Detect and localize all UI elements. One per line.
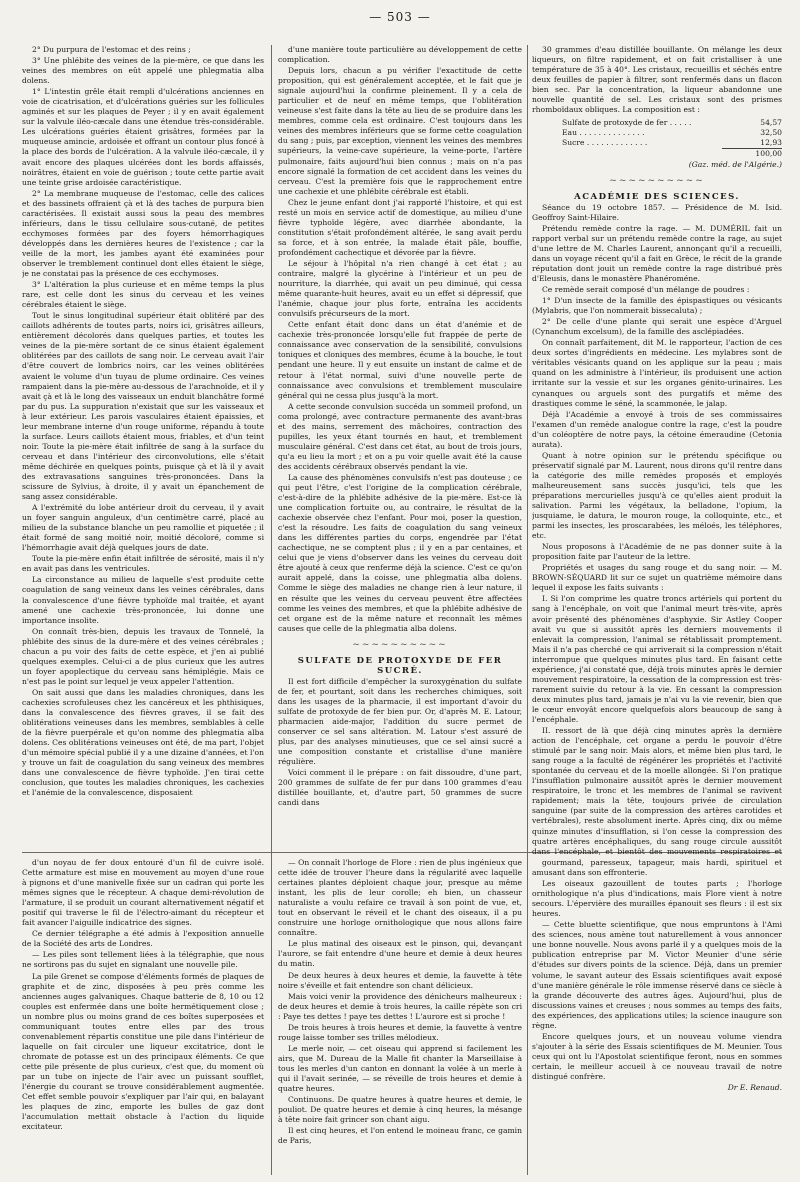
paragraph: Quant à notre opinion sur le prétendu spécifique ou préservatif signalé par M. Laurent, nous dirons qu'il rentre dans la catégorie des mille remèdes proposés et employés malheureusement sans succès jusqu'ici, tels que les préparations mercurielles jusqu'à ce qu'elles aient produit la salivation. Parmi les végétaux, la belladone, l'opium, la jusquiame, le datura, le mouron rouge, la colloquinte, etc., et parmi les insectes, les proscarabées, les méloés, les téléphores, etc. — [532, 450, 782, 541]
bottom-column-1 — [22, 858, 264, 1176]
source-citation: (Gaz. méd. de l'Algérie.) — [688, 159, 782, 169]
paragraph: Propriétés et usages du sang rouge et du sang noir. — M. BROWN-SÉQUARD lit sur ce sujet un quatrième mémoire dans lequel il expose les faits suivants : — [532, 563, 782, 593]
column-divider — [271, 45, 272, 1175]
column-2 — [278, 45, 522, 855]
paragraph: 1° D'un insecte de la famille des épispastiques ou vésicants (Mylabris, que l'on nommerait bissecaluta) ; — [532, 296, 782, 316]
paragraph: Tout le sinus longitudinal supérieur était oblitéré par des caillots adhérents de toutes parts, noirs ici, grisâtres ailleurs, entièrement décolorés dans quelques parties, et toutes les veines de la pie-mère sortant de ce sinus étaient également oblitérées par des caillots de sang noir. Le cerveau avait l'air d'être couvert de lombrics noirs, car les veines oblitérées avaient le volume d'un tuyau de plume ordinaire. Ces veines rampaient dans la pie-mère au-dessous de l'arachnoïde, et il y avait çà et là le long des vaisseaux un enduit blanchâtre formé par du pus. La suppuration n'existait que sur les vaisseaux et à leur extérieur. Les parois vasculaires étaient épaissies, et leur membrane interne d'un rouge uniforme, répandu à toute la surface. Leurs caillots étaient mous, friables, et d'un teint noir. Toute la pie-mère était infiltrée de sang à la surface du cerveau et dans l'intérieur des circonvolutions, elle s'était même déchirée en quelques points, puisque çà et là il y avait des extravasations sanguines très-prononcées. Dans la scissure de Sylvius, à droite, il y avait un épanchement de sang assez considérable. — [22, 311, 264, 502]
paragraph: Ce remède serait composé d'un mélange de poudres : — [542, 285, 750, 295]
paragraph: Le plus matinal des oiseaux est le pinson, qui, devançant l'aurore, se fait entendre d'une heure et demie à deux heures du matin. — [278, 939, 522, 969]
paragraph: La circonstance au milieu de laquelle s'est produite cette coagulation de sang veineux dans les veines cérébrales, dans la convalescence d'une fièvre typhoïde mal traitée, et ayant amené une cachexie très-prononcée, lui donne une importance insolite. — [22, 575, 264, 625]
section-title-academie: ACADÉMIE DES SCIENCES. — [574, 191, 740, 202]
paragraph: Toute la pie-mère enfin était infiltrée de sérosité, mais il n'y en avait pas dans les ventricules. — [22, 554, 264, 574]
paragraph: Voici comment il le prépare : on fait dissoudre, d'une part, 200 grammes de sulfate de fer pur dans 100 grammes d'eau distillée bouillante, et, d'autre part, 50 grammes de sucre candi dans — [278, 768, 522, 808]
paragraph: Il est cinq heures, et l'on entend le moineau franc, ce gamin de Paris, — [278, 1126, 522, 1146]
paragraph: — Les piles sont tellement liées à la télégraphie, que nous ne sortirons pas du sujet en signalant une nouvelle pile. — [22, 950, 264, 970]
paragraph: Continuons. De quatre heures à quatre heures et demie, le pouliot. De quatre heures et demie à cinq heures, la mésange à tête noire fait grincer son chant aigu. — [278, 1095, 522, 1125]
paragraph: A l'extrémité du lobe antérieur droit du cerveau, il y avait un foyer sanguin anguleux, d'un centimètre carré, placé au milieu de la substance blanche un peu ramollie et piquetée ; il était formé de sang moitié noir, moitié décoloré, comme si l'hémorrhagie avait déjà quelques jours de date. — [22, 503, 264, 553]
paragraph: De trois heures à trois heures et demie, la fauvette à ventre rouge laisse tomber ses trilles mélodieux. — [278, 1022, 522, 1042]
paragraph: Ce dernier télégraphe a été admis à l'exposition annuelle de la Société des arts de Londres. — [22, 929, 264, 949]
row-label: Sulfate de protoxyde de fer . . . . . — [562, 118, 692, 128]
paragraph: Le merle noir, — cet oiseau qui apprend si facilement les airs, que M. Dureau de la Malle fit chanter la Marseillaise à tous les merles d'un canton en donnant la volée à un merle à qui il l'avait serinée, — se réveille de trois heures et demie à quatre heures. — [278, 1043, 522, 1094]
column-1 — [22, 45, 264, 855]
paragraph: — Cette bluette scientifique, que nous empruntons à l'Ami des sciences, nous amène tout naturellement à vous annoncer une bonne nouvelle. Nous avons parlé il y a quelques mois de la publication entreprise par M. Victor Meunier d'une série d'études sur divers points de la science. Déjà, dans un premier volume, le savant auteur des Essais scientifiques avait exposé d'une manière générale le rôle immense réservé dans ce siècle à la grande découverte des autres âges. Aujourd'hui, plus de discussions vaines et creuses ; nous sommes au temps des faits, des expériences, des applications utiles; la science inaugure son règne. — [532, 920, 782, 1030]
paragraph: Prétendu remède contre la rage. — M. DUMÉRIL fait un rapport verbal sur un prétendu remède contre la rage, au sujet d'une lettre de M. Charles Laurent, annonçant qu'il a recueilli, dans un voyage récent qu'il a fait en Grèce, le récit de la grande réputation dont jouit un remède contre la rage distribué près d'Eleusis, dans le monastère Phanéroméne. — [532, 223, 782, 283]
ornament-divider: ~~~~~~~~~~ — [352, 639, 448, 650]
paragraph: De deux heures à deux heures et demie, la fauvette à tête noire s'éveille et fait entendre son chant délicieux. — [278, 970, 522, 990]
paragraph: Le séjour à l'hôpital n'a rien changé à cet état ; au contraire, malgré la glycérine à l'intérieur et un peu de nourriture, la diarrhée, qui avait un peu diminué, qui cessa même quarante-huit heures, avait eu un effet si dépressif, que l'anémie, chaque jour plus forte, entraîna les accidents convulsifs précurseurs de la mort. — [278, 258, 522, 319]
row-value: 32,50 — [760, 128, 782, 138]
page-number: — 503 — — [369, 10, 431, 24]
paragraph: Chez le jeune enfant dont j'ai rapporté l'histoire, et qui est resté un mois en service actif de domestique, au milieu d'une fièvre typhoïde légère, avec diarrhée abondante, la constitution s'était profondément altérée, le sang avait perdu sa force, et à son entrée, la malade était pâle, bouffie, profondément cachectique et dévorée par la fièvre. — [278, 197, 522, 257]
total-value: 100,00 — [722, 148, 782, 159]
paragraph: Mais voici venir la providence des dénicheurs malheureux : de deux heures et demie à trois heures, la caille répète son cri : Paye tes dettes ! paye tes dettes ! L'aurore est si proche ! — [278, 991, 522, 1021]
paragraph: On connaît parfaitement, dit M. le rapporteur, l'action de ces deux sortes d'ingrédients en médecine. Les mylabres sont de véritables vésicants quand on les applique sur la peau ; mais quand on les administre à l'intérieur, ils produisent une action irritante sur la vessie et sur les organes génito-urinaires. Les cynanques ou arguels sont des purgatifs et même des drastiques comme le séné, la scammonée, le jalap. — [532, 338, 782, 408]
paragraph: 1° L'intestin grêle était rempli d'ulcérations anciennes en voie de cicatrisation, et d'ulcérations guéries sur les follicules agminés et sur les plaques de Peyer ; il y en avait également sur la valvule iléo-cæcale dans une étendue très-considérable. Les ulcérations guéries étaient grisâtres, formées par la muqueuse amincie, ardoisée et offrant un contour plus foncé à la place des bords de l'ulcération. A la valvule iléo-cæcale, il y avait encore des plaques ulcérées dont les bords affaissés, noirâtres, étaient en voie de guérison ; toute cette partie avait une teinte grise ardoisée caractéristique. — [22, 87, 264, 187]
paragraph: d'un noyau de fer doux entouré d'un fil de cuivre isolé. Cette armature est mise en mouvement au moyen d'une roue à pignons et d'une manivelle fixée sur un cadran qui porte les mêmes signes que le récepteur. A chaque demi-révolution de l'armature, il se produit un courant alternativement négatif et positif qui traverse le fil de l'électro-aimant du récepteur et fait avancer l'aiguille indicatrice des signes. — [22, 858, 264, 928]
paragraph: Déjà l'Académie a envoyé à trois de ses commissaires l'examen d'un remède analogue contre la rage, c'est la poudre d'un coléoptère de notre pays, la cétoine émeraudine (Cetonia aurata). — [532, 409, 782, 449]
paragraph: On connaît très-bien, depuis les travaux de Tonnelé, la phlébite des sinus de la dure-mère et des veines cérébrales ; chacun a pu voir des faits de cette espèce, et j'en ai publié quelques exemples. Celui-ci a de plus curieux que les autres un foyer apoplectique du cerveau sans hémiplégie. Mais ce n'est pas le point sur lequel je veux appeler l'attention. — [22, 626, 264, 686]
composition-row — [562, 128, 782, 138]
paragraph: 2° De celle d'une plante qui serait une espèce d'Arguel (Cynanchum excelsum), de la famille des asclépiadées. — [532, 317, 782, 337]
paragraph: La pile Grenet se compose d'éléments formés de plaques de graphite et de zinc, disposées à peu près comme les anciennes auges galvaniques. Chaque batterie de 8, 10 ou 12 couples est enfermée dans une boîte hermétiquement close ; un nombre plus ou moins grand de ces boîtes superposées et communiquant toutes entre elles par des trous convenablement répartis constitue une pile dans l'intérieur de laquelle on fait circuler une liqueur excitatrice, dont le chromate de potasse est un des principaux éléments. Ce que cette pile présente de plus curieux, c'est que, du moment où par un tube on injecte de l'air avec un puissant soufflet, l'énergie du courant se trouve considérablement augmentée. Cet effet semble pouvoir s'expliquer par l'air qui, en balayant les plaques de zinc, emporte les bulles de gaz dont l'accumulation mettait obstacle à l'action du liquide excitateur. — [22, 971, 264, 1132]
row-value: 12,93 — [760, 138, 782, 148]
session-line: Séance du 19 octobre 1857. — Présidence de M. Isid. Geoffroy Saint-Hilaire. — [532, 202, 782, 222]
paragraph: On sait aussi que dans les maladies chroniques, dans les cachexies scrofuleuses chez les cancéreux et les phthisiques, dans la convalescence des fièvres graves, il se fait des oblitérations veineuses dans les membres, semblables à celle de la fièvre puerpérale et qu'on nomme des phlegmatia alba dolens. Ces oblitérations veineuses ont été, de ma part, l'objet d'un mémoire spécial publié il y a une dizaine d'années, et l'on y trouve un fait de coagulation du sang veineux des membres dans une convalescence de fièvre typhoïde. J'en tirai cette conclusion, que toutes les maladies chroniques, les cachexies et l'anémie de la convalescence, disposaient — [22, 687, 264, 798]
section-title-sulfate: SULFATE DE PROTOXYDE DE FER SUCRÉ. — [297, 655, 503, 676]
paragraph: Nous proposons à l'Académie de ne pas donner suite à la proposition faite par l'auteur de la lettre. — [532, 542, 782, 562]
row-label: Sucre . . . . . . . . . . . . . — [562, 138, 648, 148]
paragraph: — On connaît l'horloge de Flore : rien de plus ingénieux que cette idée de trouver l'heure dans la régularité avec laquelle certaines plantes déploient chaque jour, presque au même instant, les plis de leur corolle; eh bien, un chasseur naturaliste a voulu refaire ce travail à son point de vue, et, tout en observant le réveil et le chant des oiseaux, il a pu construire une horloge ornithologique que nous allons faire connaître. — [278, 858, 522, 938]
paragraph: 2° Du purpura de l'estomac et des reins ; — [32, 45, 191, 54]
ornament-divider: ~~~~~~~~~~ — [609, 175, 705, 186]
composition-total — [562, 148, 782, 159]
paragraph: 3° Une phlébite des veines de la pie-mère, ce que dans les veines des membres on eût appelé une phlegmatia alba dolens. — [22, 56, 264, 86]
composition-table — [562, 118, 782, 169]
row-label: Eau . . . . . . . . . . . . . . — [562, 128, 645, 138]
paragraph: Il est fort difficile d'empêcher la suroxygénation du sulfate de fer, et pourtant, soit dans les recherches chimiques, soit dans les usages de la pharmacie, il est important d'avoir du sulfate de protoxyde de fer bien pur. Or, d'après M. E. Latour, pharmacien aide-major, l'addition du sucre permet de conserver ce sel sans altération. M. Latour s'est assuré de plus, par des analyses minutieuses, que ce sel ainsi sucré a une composition constante et cristallise d'une manière régulière. — [278, 676, 522, 767]
paragraph: d'une manière toute particulière au développement de cette complication. — [278, 45, 522, 65]
paragraph: I. Si l'on comprime les quatre troncs artériels qui portent du sang à l'encéphale, on voit que l'animal meurt très-vite, après avoir présenté des phénomènes d'asphyxie. Sir Astley Cooper avait vu que si aussitôt après les derniers mouvements il enlevait la compression, l'animal se rétablissait promptement. Mais il n'a pas cherché ce qui arriverait si la compression n'était interrompue que quelques minutes plus tard. En faisant cette expérience, j'ai constaté que, déjà trois minutes après le dernier mouvement respiratoire, la cessation de la compression est très-rarement suivie du retour à la vie. En cessant la compression deux minutes plus tard, jamais je n'ai vu la vie revenir, bien que le cœur envoyât encore quelquefois alors beaucoup de sang à l'encéphale. — [532, 594, 782, 724]
composition-row — [562, 138, 782, 148]
bottom-column-2 — [278, 858, 522, 1176]
paragraph: Les oiseaux gazouillent de toutes parts ; l'horloge ornithologique n'a plus d'indications, mais Flore vient à notre secours. L'épervière des murailles épanouit ses fleurs : il est six heures. — [532, 879, 782, 919]
paragraph: La cause des phénomènes convulsifs n'est pas douteuse ; ce qui peut l'être, c'est l'origine de la complication cérébrale, c'est-à-dire de la phlébite adhésive de la pie-mère. Est-ce là une complication fortuite ou, au contraire, le résultat de la cachexie observée chez l'enfant. Pour moi, poser la question, c'est la résoudre. Les faits de coagulation du sang veineux dans les différentes parties du corps, engendrée par l'état cachectique, ne se comptent plus ; il y en a par centaines, et celui que je viens d'observer dans les veines du cerveau doit être ajouté à ceux que renferme déjà la science. C'est ce qu'on aurait appelé, dans la coisse, une phlegmatia alba dolens. Comme le siège des maladies ne change rien à leur nature, il en résulte que les veines du cerveau peuvent être affectées comme les veines des membres, et que la phlébite adhésive de cet organe est de la même nature et reconnaît les mêmes causes que celle de la phlegmatia alba dolens. — [278, 472, 522, 633]
paragraph: 30 grammes d'eau distillée bouillante. On mélange les deux liqueurs, on filtre rapidement, et on fait cristalliser à une température de 35 à 40°. Les cristaux, recueillis et séchés entre deux feuilles de papier à filtrer, sont renfermés dans un flacon bien sec. Par la concentration, la liqueur abandonne une nouvelle quantité de sel. Les cristaux sont des prismes rhomboïdaux obliques. La composition est : — [532, 45, 782, 115]
paragraph: A cette seconde convulsion succéda un sommeil profond, un coma prolongé, avec contracture permanente des avant-bras et des mains, serrement des mâchoires, contraction des pupilles, les yeux étant tournés en haut, et tremblement musculaire général. C'est dans cet état, au bout de trois jours, qu'a eu lieu la mort ; et on a pu voir quelle avait été la cause des accidents cérébraux observés pendant la vie. — [278, 401, 522, 471]
column-3 — [532, 45, 782, 855]
paragraph: 2° La membrane muqueuse de l'estomac, celle des calices et des bassinets offraient çà et là des taches de purpura bien caractérisées. Il existait aussi sous la peau des membres inférieurs, dans le tissu cellulaire sous-cutané, de petites ecchymoses formées par des foyers hémorrhagiques développés dans les dernières heures de l'existence ; car la veille de la mort, les jambes ayant été examinées pour observer le tremblement continuel dont elles étaient le siège, je ne constatai pas la présence de ces ecchymoses. — [22, 188, 264, 279]
paragraph: II. ressort de là que déjà cinq minutes après la dernière action de l'encéphale, cet organe a perdu le pouvoir d'être stimulé par le sang noir. Mais alors, et même bien plus tard, le sang rouge a la faculté de régénérer les propriétés et l'activité spontanée du cerveau et de la moelle allongée. Si l'on pratique l'insufflation pulmonaire aussitôt après le dernier mouvement respiratoire, le tronc et les membres de l'animal se ravivent rapidement; mais la tête, toujours privée de circulation sanguine (par suite de la compression des artères carotides et vertébrales), reste absolument inerte. Après cinq, dix ou même quinze minutes d'insufflation, si l'on cesse la compression des quatre artères encéphaliques, du sang rouge circule aussitôt dans l'encéphale, et bientôt des mouvements respiratoires et — [532, 726, 782, 855]
paragraph: Depuis lors, chacun a pu vérifier l'exactitude de cette proposition, qui est généralement acceptée, et le fait que je signale aujourd'hui la confirme pleinement. Il y a cela de particulier et de neuf en même temps, que l'oblitération veineuse s'est faite dans la tête au lieu de se produire dans les membres, comme cela est ordinaire. C'est toujours dans les veines des membres inférieurs que se forme cette coagulation du sang ; puis, par exception, viennent les veines des membres supérieurs, la veine-cave supérieure, la veine-porte, l'artère pulmonaire, faits aujourd'hui bien connus ; mais on n'a pas encore signalé la formation de cet accident dans les veines du cerveau. C'est la première fois que le rapprochement entre une cachexie et une phlébite cérébrale est établi. — [278, 66, 522, 196]
paragraph: Encore quelques jours, et un nouveau volume viendra s'ajouter à la série des Essais scientifiques de M. Meunier. Tous ceux qui ont lu l'Apostolat scientifique feront, nous en sommes certain, le meilleur accueil à ce nouveau travail de notre distingué confrère. — [532, 1031, 782, 1081]
column-divider — [527, 45, 528, 1175]
paragraph: Cette enfant était donc dans un état d'anémie et de cachexie très-prononcée lorsqu'elle fut frappée de perte de connaissance avec conservation de la sensibilité, convulsions toniques et cloniques des membres, écume à la bouche, le tout pendant une heure. Il y eut ensuite un instant de calme et de retour à l'état normal, suivi d'une nouvelle perte de connaissance avec convulsions et tremblement musculaire général qui ne cessa plus jusqu'à la mort. — [278, 320, 522, 400]
row-value: 54,57 — [760, 118, 782, 128]
composition-row — [562, 118, 782, 128]
bottom-column-3 — [532, 858, 782, 1176]
author-signature: Dr E. Renaud. — [727, 1083, 782, 1093]
paragraph: 3° L'altération la plus curieuse et en même temps la plus rare, est celle dont les sinus du cerveau et les veines cérébrales étaient le siège. — [22, 280, 264, 310]
paragraph: gourmand, paresseux, tapageur, mais hardi, spirituel et amusant dans son effronterie. — [532, 858, 782, 878]
